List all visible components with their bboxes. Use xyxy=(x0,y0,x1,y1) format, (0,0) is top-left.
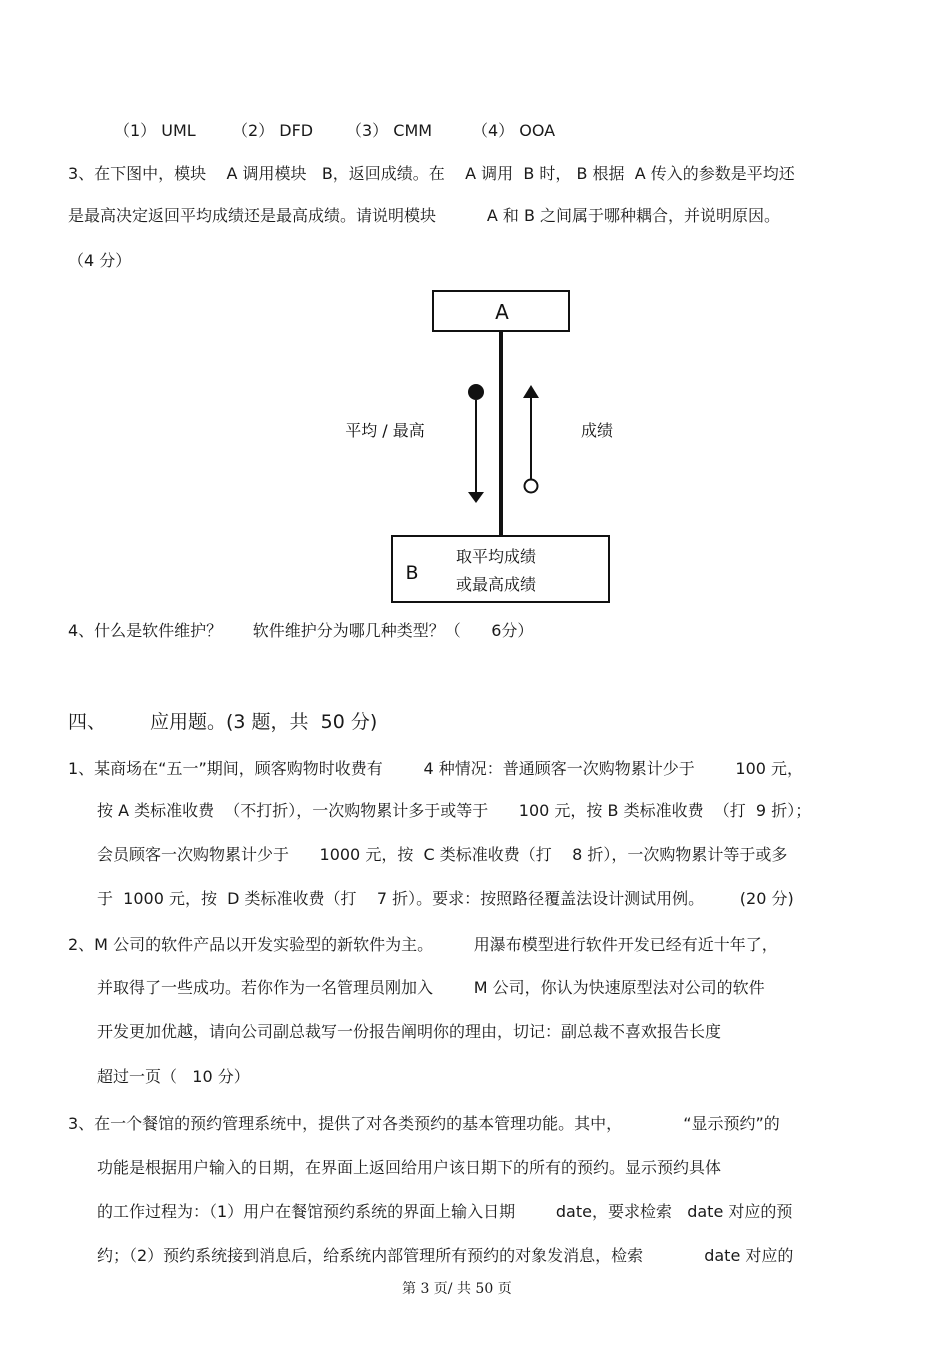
app-question-2-line: 2、M 公司的软件产品以开发实验型的新软件为主。 用瀑布模型进行软件开发已经有近十年了， xyxy=(68,935,778,954)
module-b-desc-2: 或最高成绩 xyxy=(455,575,537,594)
arrow-up-icon xyxy=(523,385,539,398)
app-question-1-line: 按 A 类标准收费 （不打折），一次购物累计多于或等于 100 元，按 B 类标准收费 （打 9 折）； xyxy=(97,801,812,820)
app-question-2-line: 超过一页（ 10 分） xyxy=(97,1067,250,1086)
question-4: 4、什么是软件维护？ 软件维护分为哪几种类型？（ 6分） xyxy=(68,621,534,640)
arrow-down-icon xyxy=(468,492,484,503)
option-cmm: （3） CMM xyxy=(346,121,433,140)
data-label: 成绩 xyxy=(580,421,614,440)
question-3-score: （4 分） xyxy=(68,251,132,270)
module-a-label: A xyxy=(495,300,509,324)
app-question-3-line: 功能是根据用户输入的日期，在界面上返回给用户该日期下的所有的预约。显示预约具体 xyxy=(97,1158,722,1177)
question-3-line-2: 是最高决定返回平均成绩还是最高成绩。请说明模块 A 和 B 之间属于哪种耦合，并说明原因。 xyxy=(68,206,781,225)
app-question-3-line: 约；（2）预约系统接到消息后，给系统内部管理所有预约的对象发消息，检索 date 对应的 xyxy=(97,1246,794,1265)
page-footer: 第 3 页/ 共 50 页 xyxy=(402,1281,512,1297)
app-question-1-line: 会员顾客一次购物累计少于 1000 元，按 C 类标准收费（打 8 折），一次购物累计等于或多 xyxy=(97,845,788,864)
app-question-2-line: 并取得了一些成功。若你作为一名管理员刚加入 M 公司，你认为快速原型法对公司的软件 xyxy=(97,978,765,997)
app-question-2-line: 开发更加优越，请向公司副总裁写一份报告阐明你的理由，切记：副总裁不喜欢报告长度 xyxy=(97,1022,722,1041)
flag-label: 平均 / 最高 xyxy=(345,421,425,440)
section-number: 四、 xyxy=(68,711,107,733)
option-ooa: （4） OOA xyxy=(472,121,556,140)
module-coupling-diagram xyxy=(0,0,950,620)
section-title: 应用题。(3 题，共 50 分) xyxy=(150,711,378,733)
data-couple-dot xyxy=(525,480,538,493)
app-question-3-line: 的工作过程为：（1）用户在餐馆预约系统的界面上输入日期 date，要求检索 date 对应的预 xyxy=(97,1202,793,1221)
app-question-1-line: 1、某商场在“五一”期间，顾客购物时收费有 4 种情况：普通顾客一次购物累计少于 100 元， xyxy=(68,759,804,778)
option-dfd: （2） DFD xyxy=(232,121,314,140)
option-uml: （1） UML xyxy=(114,121,196,140)
question-3-line-1: 3、在下图中，模块 A 调用模块 B，返回成绩。在 A 调用 B 时， B 根据 A 传入的参数是平均还 xyxy=(68,164,795,183)
control-flag-dot xyxy=(468,384,484,400)
app-question-3-line: 3、在一个餐馆的预约管理系统中，提供了对各类预约的基本管理功能。其中， “显示预约”的 xyxy=(68,1114,780,1133)
module-b-desc-1: 取平均成绩 xyxy=(455,547,537,566)
app-question-1-line: 于 1000 元，按 D 类标准收费（打 7 折）。要求：按照路径覆盖法设计测试用例。 (20 分) xyxy=(97,889,794,908)
module-b-label: B xyxy=(405,562,419,584)
